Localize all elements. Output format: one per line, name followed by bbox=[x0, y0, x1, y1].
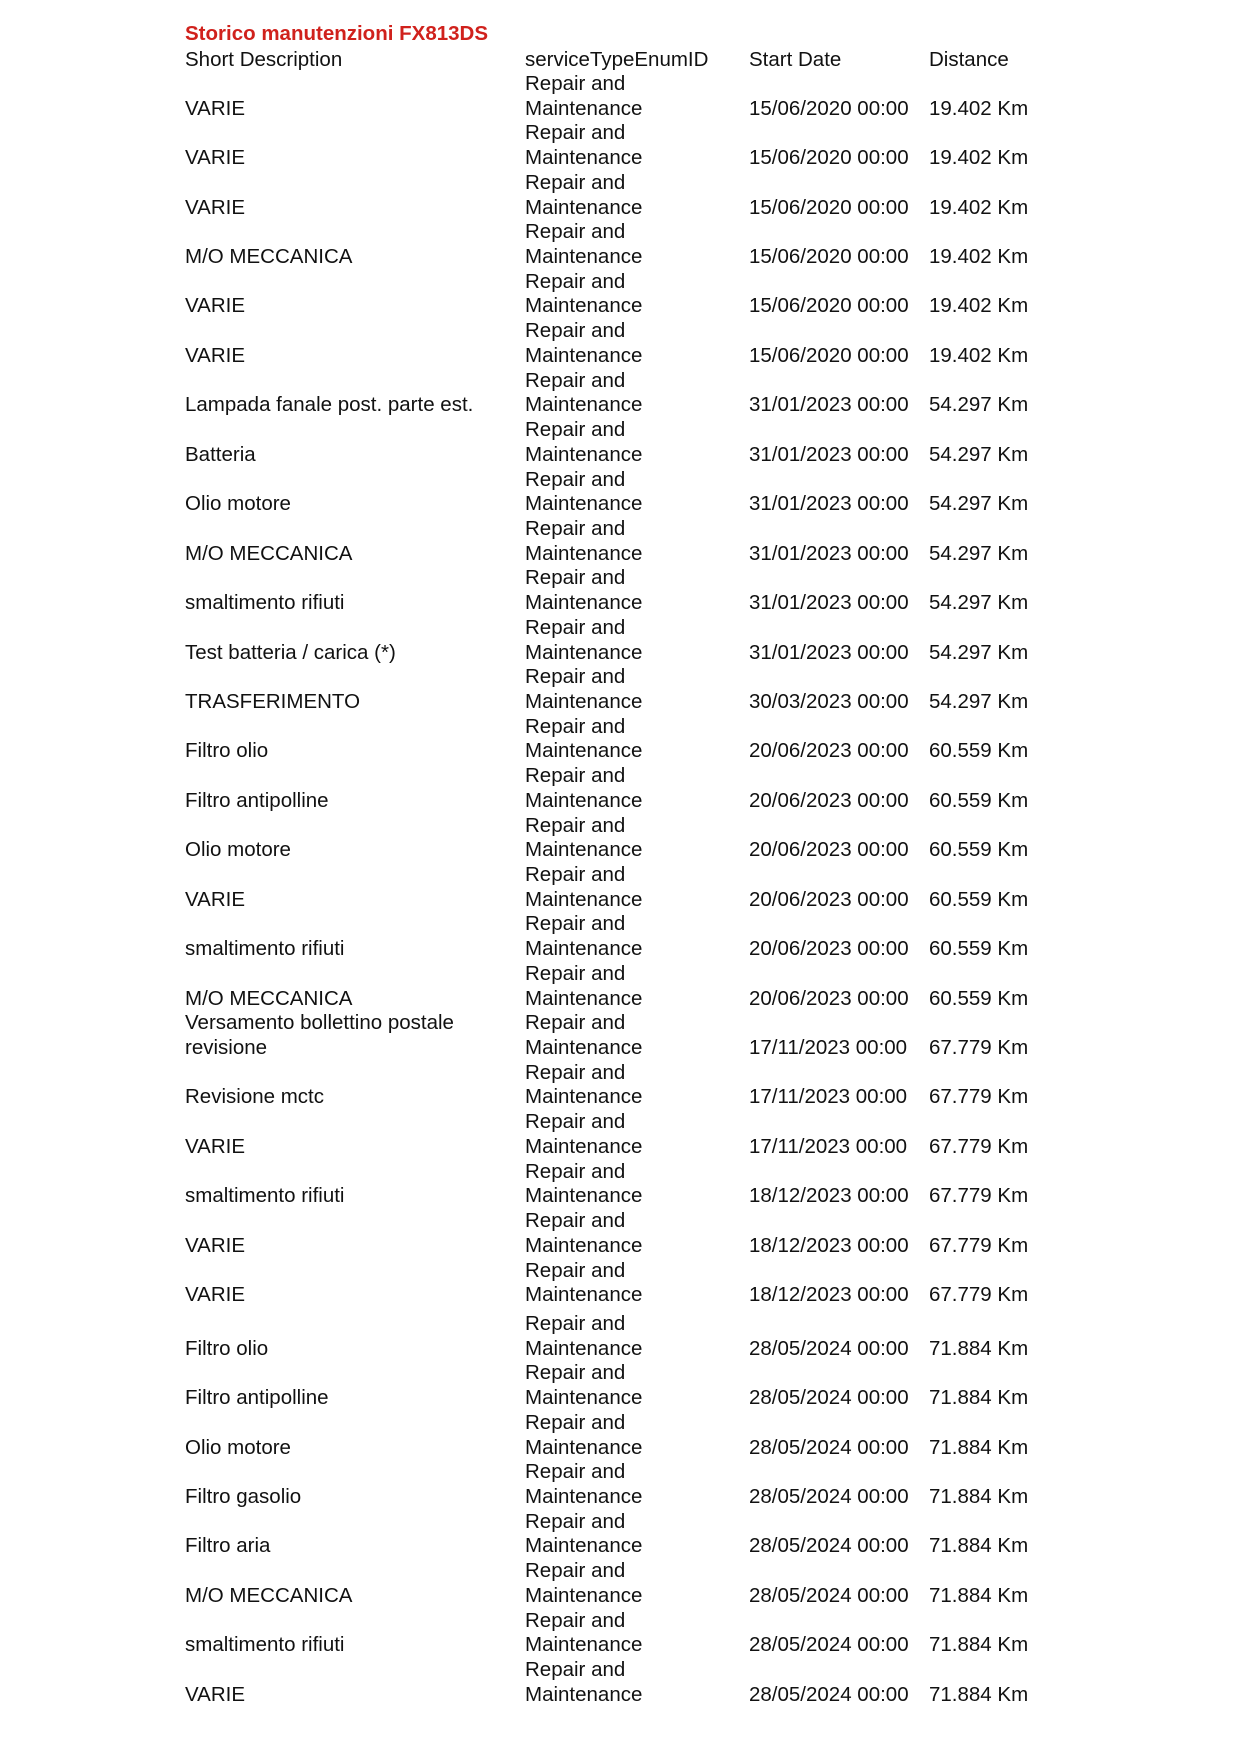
row-description: Lampada fanale post. parte est. bbox=[185, 393, 474, 417]
row-service-type-line1: Repair and bbox=[525, 1159, 626, 1183]
row-start-date: 15/06/2020 00:00 bbox=[749, 195, 909, 219]
row-service-type-line1: Repair and bbox=[525, 467, 626, 491]
row-distance: 67.779 Km bbox=[929, 1184, 1029, 1208]
row-service-type-line1: Repair and bbox=[525, 1460, 626, 1484]
maintenance-table bbox=[0, 72, 1241, 1707]
row-description: Test batteria / carica (*) bbox=[185, 640, 396, 664]
row-distance: 19.402 Km bbox=[929, 343, 1029, 367]
row-service-type-line1: Repair and bbox=[525, 1509, 626, 1533]
row-description: Revisione mctc bbox=[185, 1085, 324, 1109]
table-row bbox=[0, 1658, 1241, 1707]
row-start-date: 31/01/2023 00:00 bbox=[749, 492, 909, 516]
row-service-type-line1: Repair and bbox=[525, 319, 626, 343]
row-start-date: 30/03/2023 00:00 bbox=[749, 689, 909, 713]
row-start-date: 28/05/2024 00:00 bbox=[749, 1583, 909, 1607]
row-description: smaltimento rifiuti bbox=[185, 591, 345, 615]
row-description: M/O MECCANICA bbox=[185, 541, 353, 565]
row-service-type-line2: Maintenance bbox=[525, 591, 643, 615]
row-service-type-line2: Maintenance bbox=[525, 1386, 643, 1410]
table-row bbox=[0, 1061, 1241, 1110]
row-distance: 67.779 Km bbox=[929, 1283, 1029, 1307]
row-start-date: 28/05/2024 00:00 bbox=[749, 1633, 909, 1657]
row-service-type-line1: Repair and bbox=[525, 1559, 626, 1583]
table-row bbox=[0, 1460, 1241, 1509]
row-service-type-line2: Maintenance bbox=[525, 1435, 643, 1459]
row-service-type-line1: Repair and bbox=[525, 1110, 626, 1134]
table-row bbox=[0, 468, 1241, 517]
row-start-date: 15/06/2020 00:00 bbox=[749, 146, 909, 170]
table-row bbox=[0, 270, 1241, 319]
row-service-type-line2: Maintenance bbox=[525, 1534, 643, 1558]
table-row bbox=[0, 1510, 1241, 1559]
table-row bbox=[0, 171, 1241, 220]
row-service-type-line2: Maintenance bbox=[525, 442, 643, 466]
table-row bbox=[0, 566, 1241, 615]
row-distance: 71.884 Km bbox=[929, 1534, 1029, 1558]
row-start-date: 18/12/2023 00:00 bbox=[749, 1184, 909, 1208]
table-row bbox=[0, 418, 1241, 467]
row-distance: 54.297 Km bbox=[929, 689, 1029, 713]
row-service-type-line1: Repair and bbox=[525, 1060, 626, 1084]
row-service-type-line2: Maintenance bbox=[525, 343, 643, 367]
row-start-date: 20/06/2023 00:00 bbox=[749, 986, 909, 1010]
row-service-type-line1: Repair and bbox=[525, 1258, 626, 1282]
row-description: VARIE bbox=[185, 1134, 245, 1158]
row-service-type-line1: Repair and bbox=[525, 961, 626, 985]
row-service-type-line2: Maintenance bbox=[525, 739, 643, 763]
header-service-type: serviceTypeEnumID bbox=[525, 48, 709, 71]
row-description: VARIE bbox=[185, 146, 245, 170]
row-description: VARIE bbox=[185, 294, 245, 318]
table-row bbox=[0, 1209, 1241, 1258]
row-service-type-line2: Maintenance bbox=[525, 689, 643, 713]
row-start-date: 17/11/2023 00:00 bbox=[749, 1036, 908, 1059]
row-description-continued: revisione bbox=[185, 1036, 268, 1059]
row-service-type-line2: Maintenance bbox=[525, 937, 643, 961]
row-start-date: 28/05/2024 00:00 bbox=[749, 1534, 909, 1558]
row-distance: 71.884 Km bbox=[929, 1583, 1029, 1607]
row-description: smaltimento rifiuti bbox=[185, 937, 345, 961]
row-description: Olio motore bbox=[185, 838, 291, 862]
row-distance: 19.402 Km bbox=[929, 245, 1029, 268]
table-row bbox=[0, 121, 1241, 170]
row-start-date: 28/05/2024 00:00 bbox=[749, 1682, 909, 1706]
table-row bbox=[0, 1011, 1241, 1060]
row-service-type-line2: Maintenance bbox=[525, 1633, 643, 1657]
table-row bbox=[0, 369, 1241, 418]
row-service-type-line1: Repair and bbox=[525, 615, 626, 639]
row-service-type-line1: Repair and bbox=[525, 1311, 626, 1335]
row-start-date: 20/06/2023 00:00 bbox=[749, 887, 909, 911]
row-service-type-line1: Repair and bbox=[525, 863, 626, 886]
table-row bbox=[0, 863, 1241, 912]
table-row bbox=[0, 1609, 1241, 1658]
header-start-date: Start Date bbox=[749, 48, 842, 71]
row-distance: 54.297 Km bbox=[929, 640, 1029, 664]
row-start-date: 31/01/2023 00:00 bbox=[749, 541, 909, 565]
row-description: Olio motore bbox=[185, 1435, 291, 1459]
row-service-type-line2: Maintenance bbox=[525, 1085, 643, 1109]
row-description: smaltimento rifiuti bbox=[185, 1633, 345, 1657]
row-service-type-line1: Repair and bbox=[525, 1658, 626, 1681]
row-start-date: 18/12/2023 00:00 bbox=[749, 1283, 909, 1307]
row-distance: 19.402 Km bbox=[929, 146, 1029, 170]
table-row bbox=[0, 517, 1241, 566]
row-service-type-line2: Maintenance bbox=[525, 640, 643, 664]
row-service-type-line2: Maintenance bbox=[525, 393, 643, 417]
row-service-type-line2: Maintenance bbox=[525, 1134, 643, 1158]
table-row bbox=[0, 319, 1241, 368]
row-distance: 71.884 Km bbox=[929, 1336, 1029, 1360]
row-service-type-line1: Repair and bbox=[525, 220, 626, 244]
row-description: Versamento bollettino postale bbox=[185, 1011, 454, 1035]
row-description: Batteria bbox=[185, 442, 256, 466]
row-description: VARIE bbox=[185, 1283, 245, 1307]
row-service-type-line2: Maintenance bbox=[525, 1336, 643, 1360]
row-service-type-line1: Repair and bbox=[525, 566, 626, 590]
row-distance: 60.559 Km bbox=[929, 838, 1029, 862]
row-service-type-line2: Maintenance bbox=[525, 1484, 643, 1508]
row-service-type-line1: Repair and bbox=[525, 1608, 626, 1632]
row-distance: 54.297 Km bbox=[929, 393, 1029, 417]
row-start-date: 18/12/2023 00:00 bbox=[749, 1233, 909, 1257]
row-distance: 54.297 Km bbox=[929, 541, 1029, 565]
row-distance: 19.402 Km bbox=[929, 294, 1029, 318]
table-row bbox=[0, 616, 1241, 665]
row-distance: 67.779 Km bbox=[929, 1036, 1029, 1059]
row-service-type-line2: Maintenance bbox=[525, 195, 643, 219]
row-distance: 54.297 Km bbox=[929, 442, 1029, 466]
row-service-type-line2: Maintenance bbox=[525, 146, 643, 170]
row-description: VARIE bbox=[185, 96, 245, 120]
row-distance: 71.884 Km bbox=[929, 1435, 1029, 1459]
table-row bbox=[0, 1110, 1241, 1159]
row-distance: 60.559 Km bbox=[929, 986, 1029, 1010]
row-distance: 60.559 Km bbox=[929, 887, 1029, 911]
row-distance: 71.884 Km bbox=[929, 1682, 1029, 1706]
row-service-type-line2: Maintenance bbox=[525, 1036, 643, 1059]
row-distance: 54.297 Km bbox=[929, 492, 1029, 516]
row-distance: 71.884 Km bbox=[929, 1484, 1029, 1508]
table-row bbox=[0, 1361, 1241, 1410]
row-service-type-line1: Repair and bbox=[525, 764, 626, 788]
row-description: VARIE bbox=[185, 343, 245, 367]
row-start-date: 15/06/2020 00:00 bbox=[749, 245, 909, 268]
row-service-type-line2: Maintenance bbox=[525, 492, 643, 516]
row-description: VARIE bbox=[185, 1682, 245, 1706]
row-description: M/O MECCANICA bbox=[185, 1583, 353, 1607]
row-service-type-line1: Repair and bbox=[525, 121, 626, 145]
row-description: Filtro gasolio bbox=[185, 1484, 302, 1508]
table-row bbox=[0, 1312, 1241, 1361]
row-distance: 67.779 Km bbox=[929, 1233, 1029, 1257]
row-service-type-line1: Repair and bbox=[525, 418, 626, 442]
row-service-type-line2: Maintenance bbox=[525, 986, 643, 1010]
row-start-date: 20/06/2023 00:00 bbox=[749, 937, 909, 961]
row-start-date: 31/01/2023 00:00 bbox=[749, 640, 909, 664]
table-row bbox=[0, 764, 1241, 813]
row-start-date: 15/06/2020 00:00 bbox=[749, 294, 909, 318]
table-row bbox=[0, 665, 1241, 714]
row-service-type-line1: Repair and bbox=[525, 269, 626, 293]
table-row bbox=[0, 715, 1241, 764]
table-row bbox=[0, 220, 1241, 269]
row-service-type-line2: Maintenance bbox=[525, 838, 643, 862]
row-description: VARIE bbox=[185, 887, 245, 911]
row-start-date: 17/11/2023 00:00 bbox=[749, 1085, 908, 1109]
row-description: Filtro antipolline bbox=[185, 788, 329, 812]
row-service-type-line2: Maintenance bbox=[525, 245, 643, 268]
row-service-type-line1: Repair and bbox=[525, 72, 626, 95]
row-service-type-line2: Maintenance bbox=[525, 294, 643, 318]
table-header bbox=[0, 47, 1241, 72]
row-start-date: 31/01/2023 00:00 bbox=[749, 393, 909, 417]
row-description: Filtro olio bbox=[185, 739, 269, 763]
row-start-date: 15/06/2020 00:00 bbox=[749, 96, 909, 120]
row-service-type-line2: Maintenance bbox=[525, 1283, 643, 1307]
row-service-type-line2: Maintenance bbox=[525, 1233, 643, 1257]
row-description: TRASFERIMENTO bbox=[185, 689, 361, 713]
table-row bbox=[0, 1259, 1241, 1308]
row-service-type-line1: Repair and bbox=[525, 1209, 626, 1233]
row-service-type-line2: Maintenance bbox=[525, 788, 643, 812]
row-distance: 67.779 Km bbox=[929, 1134, 1029, 1158]
row-distance: 60.559 Km bbox=[929, 937, 1029, 961]
row-description: Filtro aria bbox=[185, 1534, 271, 1558]
header-short-description: Short Description bbox=[185, 48, 343, 71]
row-service-type-line2: Maintenance bbox=[525, 1583, 643, 1607]
row-distance: 19.402 Km bbox=[929, 96, 1029, 120]
row-distance: 71.884 Km bbox=[929, 1633, 1029, 1657]
row-start-date: 31/01/2023 00:00 bbox=[749, 442, 909, 466]
row-start-date: 15/06/2020 00:00 bbox=[749, 343, 909, 367]
table-row bbox=[0, 1559, 1241, 1608]
table-row bbox=[0, 962, 1241, 1011]
row-service-type-line1: Repair and bbox=[525, 1410, 626, 1434]
row-start-date: 31/01/2023 00:00 bbox=[749, 591, 909, 615]
table-row bbox=[0, 1160, 1241, 1209]
row-description: Filtro olio bbox=[185, 1336, 269, 1360]
table-row bbox=[0, 72, 1241, 121]
row-service-type-line1: Repair and bbox=[525, 1011, 626, 1035]
row-start-date: 20/06/2023 00:00 bbox=[749, 838, 909, 862]
table-row bbox=[0, 912, 1241, 961]
row-description: VARIE bbox=[185, 1233, 245, 1257]
row-start-date: 28/05/2024 00:00 bbox=[749, 1484, 909, 1508]
row-description: Olio motore bbox=[185, 492, 291, 516]
page-title: Storico manutenzioni FX813DS bbox=[185, 22, 488, 45]
row-service-type-line2: Maintenance bbox=[525, 541, 643, 565]
row-service-type-line1: Repair and bbox=[525, 368, 626, 392]
row-description: smaltimento rifiuti bbox=[185, 1184, 345, 1208]
row-start-date: 28/05/2024 00:00 bbox=[749, 1435, 909, 1459]
row-service-type-line1: Repair and bbox=[525, 912, 626, 936]
row-start-date: 28/05/2024 00:00 bbox=[749, 1336, 909, 1360]
row-start-date: 20/06/2023 00:00 bbox=[749, 739, 909, 763]
row-service-type-line2: Maintenance bbox=[525, 96, 643, 120]
row-description: Filtro antipolline bbox=[185, 1386, 329, 1410]
row-service-type-line2: Maintenance bbox=[525, 887, 643, 911]
row-start-date: 17/11/2023 00:00 bbox=[749, 1134, 908, 1158]
row-distance: 54.297 Km bbox=[929, 591, 1029, 615]
table-row bbox=[0, 1411, 1241, 1460]
row-service-type-line2: Maintenance bbox=[525, 1184, 643, 1208]
row-description: M/O MECCANICA bbox=[185, 245, 353, 268]
row-service-type-line1: Repair and bbox=[525, 813, 626, 837]
row-service-type-line1: Repair and bbox=[525, 665, 626, 689]
row-distance: 19.402 Km bbox=[929, 195, 1029, 219]
row-service-type-line2: Maintenance bbox=[525, 1682, 643, 1706]
row-service-type-line1: Repair and bbox=[525, 714, 626, 738]
row-distance: 60.559 Km bbox=[929, 788, 1029, 812]
header-distance: Distance bbox=[929, 48, 1009, 71]
row-distance: 71.884 Km bbox=[929, 1386, 1029, 1410]
row-service-type-line1: Repair and bbox=[525, 170, 626, 194]
row-service-type-line1: Repair and bbox=[525, 516, 626, 540]
row-distance: 60.559 Km bbox=[929, 739, 1029, 763]
table-row bbox=[0, 814, 1241, 863]
row-description: VARIE bbox=[185, 195, 245, 219]
row-distance: 67.779 Km bbox=[929, 1085, 1029, 1109]
row-service-type-line1: Repair and bbox=[525, 1361, 626, 1385]
row-start-date: 20/06/2023 00:00 bbox=[749, 788, 909, 812]
row-description: M/O MECCANICA bbox=[185, 986, 353, 1010]
row-start-date: 28/05/2024 00:00 bbox=[749, 1386, 909, 1410]
